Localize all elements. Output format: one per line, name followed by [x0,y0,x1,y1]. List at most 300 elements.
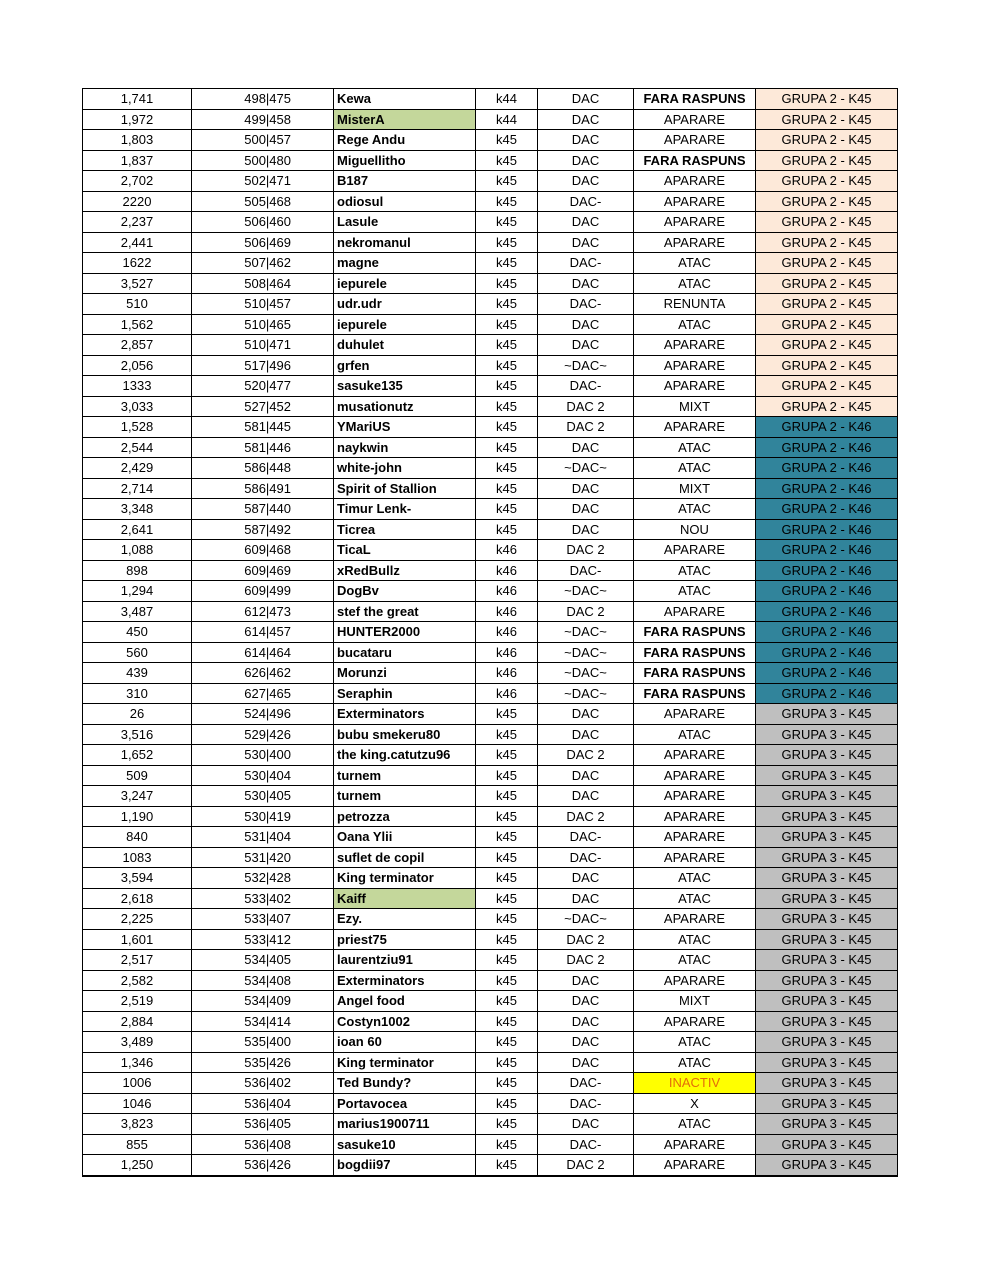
status-cell: APARARE [634,786,756,807]
group-cell: GRUPA 3 - K45 [756,1134,898,1155]
table-row [83,1155,898,1176]
status-cell: APARARE [634,191,756,212]
player-name-cell: Exterminators [334,704,476,725]
table-row [83,909,898,930]
coordinates-cell: 627|465 [192,683,334,704]
table-row [83,560,898,581]
score-cell: 1622 [83,253,192,274]
score-cell: 510 [83,294,192,315]
player-name-cell: bubu smekeru80 [334,724,476,745]
status-cell: APARARE [634,765,756,786]
status-cell: APARARE [634,1155,756,1176]
score-cell: 3,033 [83,396,192,417]
table-row [83,335,898,356]
player-name-cell: Ted Bundy? [334,1073,476,1094]
player-name-cell: Exterminators [334,970,476,991]
player-name-cell: MisterA [334,109,476,130]
continent-cell: k46 [476,560,538,581]
dac-cell: DAC 2 [538,396,634,417]
dac-cell: DAC [538,1052,634,1073]
score-cell: 2,641 [83,519,192,540]
coordinates-cell: 506|460 [192,212,334,233]
coordinates-cell: 535|426 [192,1052,334,1073]
dac-cell: DAC 2 [538,806,634,827]
status-cell: FARA RASPUNS [634,89,756,110]
coordinates-cell: 498|475 [192,89,334,110]
table-row [83,724,898,745]
dac-cell: DAC [538,130,634,151]
coordinates-cell: 536|404 [192,1093,334,1114]
dac-cell: DAC 2 [538,417,634,438]
group-cell: GRUPA 2 - K45 [756,273,898,294]
table-row [83,232,898,253]
score-cell: 3,348 [83,499,192,520]
score-cell: 1006 [83,1073,192,1094]
player-name-cell: Angel food [334,991,476,1012]
table-row [83,827,898,848]
group-cell: GRUPA 2 - K45 [756,253,898,274]
status-cell: APARARE [634,847,756,868]
player-name-cell: bucataru [334,642,476,663]
coordinates-cell: 609|499 [192,581,334,602]
continent-cell: k45 [476,745,538,766]
player-name-cell: sasuke10 [334,1134,476,1155]
table-row [83,929,898,950]
score-cell: 1,652 [83,745,192,766]
dac-cell: DAC [538,868,634,889]
status-cell: APARARE [634,212,756,233]
score-cell: 3,527 [83,273,192,294]
status-cell: APARARE [634,704,756,725]
status-cell: APARARE [634,1134,756,1155]
coordinates-cell: 506|469 [192,232,334,253]
continent-cell: k45 [476,827,538,848]
player-name-cell: YMariUS [334,417,476,438]
player-name-cell: HUNTER2000 [334,622,476,643]
table-row [83,1114,898,1135]
continent-cell: k44 [476,89,538,110]
coordinates-cell: 517|496 [192,355,334,376]
score-cell: 3,487 [83,601,192,622]
score-cell: 2,056 [83,355,192,376]
group-cell: GRUPA 3 - K45 [756,1073,898,1094]
status-cell: APARARE [634,1011,756,1032]
status-cell: INACTIV [634,1073,756,1094]
status-cell: ATAC [634,929,756,950]
continent-cell: k45 [476,417,538,438]
player-name-cell: King terminator [334,1052,476,1073]
dac-cell: DAC 2 [538,929,634,950]
group-cell: GRUPA 3 - K45 [756,1011,898,1032]
group-cell: GRUPA 2 - K46 [756,601,898,622]
group-cell: GRUPA 2 - K45 [756,191,898,212]
status-cell: ATAC [634,868,756,889]
player-name-cell: turnem [334,786,476,807]
group-cell: GRUPA 2 - K45 [756,355,898,376]
player-name-cell: grfen [334,355,476,376]
continent-cell: k45 [476,314,538,335]
player-name-cell: Timur Lenk- [334,499,476,520]
score-cell: 898 [83,560,192,581]
status-cell: APARARE [634,376,756,397]
coordinates-cell: 581|445 [192,417,334,438]
table-row [83,212,898,233]
continent-cell: k45 [476,1134,538,1155]
continent-cell: k45 [476,458,538,479]
coordinates-cell: 532|428 [192,868,334,889]
coordinates-cell: 535|400 [192,1032,334,1053]
continent-cell: k45 [476,1093,538,1114]
status-cell: NOU [634,519,756,540]
status-cell: FARA RASPUNS [634,683,756,704]
score-cell: 2,857 [83,335,192,356]
group-cell: GRUPA 3 - K45 [756,991,898,1012]
table-row [83,499,898,520]
coordinates-cell: 530|405 [192,786,334,807]
status-cell: MIXT [634,396,756,417]
status-cell: RENUNTA [634,294,756,315]
status-cell: APARARE [634,335,756,356]
group-cell: GRUPA 3 - K45 [756,888,898,909]
continent-cell: k45 [476,376,538,397]
table-row [83,970,898,991]
dac-cell: DAC- [538,827,634,848]
player-name-cell: Oana Ylii [334,827,476,848]
spreadsheet-table [82,88,898,1177]
player-name-cell: Seraphin [334,683,476,704]
coordinates-cell: 612|473 [192,601,334,622]
coordinates-cell: 510|465 [192,314,334,335]
dac-cell: ~DAC~ [538,663,634,684]
table-row [83,458,898,479]
continent-cell: k46 [476,683,538,704]
table-row [83,888,898,909]
status-cell: ATAC [634,458,756,479]
player-name-cell: Ticrea [334,519,476,540]
dac-cell: DAC [538,150,634,171]
score-cell: 1,562 [83,314,192,335]
coordinates-cell: 531|404 [192,827,334,848]
group-cell: GRUPA 2 - K45 [756,150,898,171]
continent-cell: k45 [476,478,538,499]
group-cell: GRUPA 2 - K46 [756,560,898,581]
table-row [83,437,898,458]
score-cell: 2,544 [83,437,192,458]
coordinates-cell: 508|464 [192,273,334,294]
coordinates-cell: 530|419 [192,806,334,827]
dac-cell: DAC [538,109,634,130]
dac-cell: DAC 2 [538,601,634,622]
table-row [83,150,898,171]
score-cell: 310 [83,683,192,704]
player-name-cell: DogBv [334,581,476,602]
status-cell: ATAC [634,1032,756,1053]
group-cell: GRUPA 3 - K45 [756,1093,898,1114]
table-row [83,950,898,971]
dac-cell: DAC [538,273,634,294]
group-cell: GRUPA 3 - K45 [756,1155,898,1176]
dac-cell: DAC [538,1114,634,1135]
status-cell: APARARE [634,417,756,438]
score-cell: 1,190 [83,806,192,827]
continent-cell: k45 [476,1052,538,1073]
dac-cell: ~DAC~ [538,909,634,930]
continent-cell: k45 [476,929,538,950]
player-name-cell: Kewa [334,89,476,110]
dac-cell: DAC 2 [538,745,634,766]
continent-cell: k45 [476,1073,538,1094]
table-row [83,191,898,212]
dac-cell: DAC 2 [538,540,634,561]
continent-cell: k45 [476,437,538,458]
coordinates-cell: 587|440 [192,499,334,520]
player-name-cell: sasuke135 [334,376,476,397]
score-cell: 1083 [83,847,192,868]
dac-cell: DAC- [538,191,634,212]
coordinates-cell: 534|405 [192,950,334,971]
status-cell: FARA RASPUNS [634,642,756,663]
status-cell: X [634,1093,756,1114]
coordinates-cell: 609|468 [192,540,334,561]
table-row [83,273,898,294]
status-cell: ATAC [634,888,756,909]
score-cell: 3,489 [83,1032,192,1053]
group-cell: GRUPA 3 - K45 [756,827,898,848]
player-name-cell: Miguellitho [334,150,476,171]
coordinates-cell: 530|400 [192,745,334,766]
coordinates-cell: 626|462 [192,663,334,684]
coordinates-cell: 527|452 [192,396,334,417]
continent-cell: k45 [476,1114,538,1135]
dac-cell: DAC [538,724,634,745]
player-name-cell: duhulet [334,335,476,356]
coordinates-cell: 530|404 [192,765,334,786]
continent-cell: k45 [476,150,538,171]
score-cell: 3,247 [83,786,192,807]
status-cell: APARARE [634,909,756,930]
table-row [83,601,898,622]
group-cell: GRUPA 3 - K45 [756,929,898,950]
dac-cell: DAC- [538,1134,634,1155]
continent-cell: k45 [476,786,538,807]
group-cell: GRUPA 2 - K46 [756,683,898,704]
group-cell: GRUPA 3 - K45 [756,724,898,745]
status-cell: ATAC [634,950,756,971]
continent-cell: k45 [476,868,538,889]
player-name-cell: laurentziu91 [334,950,476,971]
continent-cell: k45 [476,724,538,745]
continent-cell: k45 [476,1011,538,1032]
table-row [83,1011,898,1032]
continent-cell: k45 [476,704,538,725]
group-cell: GRUPA 3 - K45 [756,909,898,930]
group-cell: GRUPA 2 - K45 [756,89,898,110]
coordinates-cell: 533|412 [192,929,334,950]
coordinates-cell: 614|457 [192,622,334,643]
player-name-cell: odiosul [334,191,476,212]
table-row [83,89,898,110]
dac-cell: DAC [538,171,634,192]
player-name-cell: TicaL [334,540,476,561]
player-name-cell: xRedBullz [334,560,476,581]
status-cell: APARARE [634,355,756,376]
continent-cell: k46 [476,540,538,561]
status-cell: APARARE [634,745,756,766]
status-cell: ATAC [634,724,756,745]
status-cell: APARARE [634,970,756,991]
dac-cell: ~DAC~ [538,458,634,479]
table-row [83,786,898,807]
dac-cell: DAC- [538,847,634,868]
dac-cell: ~DAC~ [538,581,634,602]
status-cell: ATAC [634,499,756,520]
score-cell: 1,346 [83,1052,192,1073]
group-cell: GRUPA 3 - K45 [756,1052,898,1073]
coordinates-cell: 534|409 [192,991,334,1012]
score-cell: 1333 [83,376,192,397]
dac-cell: DAC- [538,376,634,397]
continent-cell: k45 [476,909,538,930]
status-cell: FARA RASPUNS [634,150,756,171]
dac-cell: DAC [538,786,634,807]
coordinates-cell: 533|402 [192,888,334,909]
coordinates-cell: 510|471 [192,335,334,356]
coordinates-cell: 536|426 [192,1155,334,1176]
status-cell: FARA RASPUNS [634,622,756,643]
score-cell: 1,741 [83,89,192,110]
score-cell: 2,519 [83,991,192,1012]
group-cell: GRUPA 3 - K45 [756,745,898,766]
status-cell: APARARE [634,540,756,561]
score-cell: 3,823 [83,1114,192,1135]
dac-cell: DAC 2 [538,950,634,971]
status-cell: APARARE [634,232,756,253]
group-cell: GRUPA 2 - K46 [756,519,898,540]
group-cell: GRUPA 2 - K46 [756,499,898,520]
status-cell: ATAC [634,560,756,581]
player-name-cell: priest75 [334,929,476,950]
coordinates-cell: 536|402 [192,1073,334,1094]
score-cell: 1,294 [83,581,192,602]
table-row [83,1073,898,1094]
dac-cell: DAC [538,314,634,335]
dac-cell: DAC [538,437,634,458]
table-row [83,396,898,417]
table-row [83,109,898,130]
continent-cell: k45 [476,847,538,868]
group-cell: GRUPA 2 - K45 [756,109,898,130]
coordinates-cell: 536|405 [192,1114,334,1135]
coordinates-cell: 507|462 [192,253,334,274]
dac-cell: ~DAC~ [538,622,634,643]
score-cell: 1,601 [83,929,192,950]
group-cell: GRUPA 2 - K45 [756,396,898,417]
dac-cell: DAC- [538,294,634,315]
group-cell: GRUPA 3 - K45 [756,847,898,868]
player-name-cell: Spirit of Stallion [334,478,476,499]
player-name-cell: magne [334,253,476,274]
coordinates-cell: 529|426 [192,724,334,745]
dac-cell: DAC 2 [538,1155,634,1176]
coordinates-cell: 505|468 [192,191,334,212]
table-row [83,540,898,561]
table-row [83,991,898,1012]
score-cell: 439 [83,663,192,684]
status-cell: ATAC [634,273,756,294]
continent-cell: k45 [476,396,538,417]
player-name-cell: Kaiff [334,888,476,909]
continent-cell: k45 [476,1032,538,1053]
table-row [83,376,898,397]
table-row [83,704,898,725]
status-cell: ATAC [634,314,756,335]
group-cell: GRUPA 3 - K45 [756,970,898,991]
score-cell: 2,517 [83,950,192,971]
dac-cell: ~DAC~ [538,642,634,663]
player-name-cell: ioan 60 [334,1032,476,1053]
coordinates-cell: 609|469 [192,560,334,581]
table-row [83,806,898,827]
coordinates-cell: 533|407 [192,909,334,930]
continent-cell: k45 [476,130,538,151]
table-row [83,1093,898,1114]
table-row [83,314,898,335]
score-cell: 509 [83,765,192,786]
group-cell: GRUPA 2 - K45 [756,232,898,253]
score-cell: 450 [83,622,192,643]
score-cell: 1,528 [83,417,192,438]
table-row [83,663,898,684]
continent-cell: k45 [476,191,538,212]
table-row [83,847,898,868]
score-cell: 1046 [83,1093,192,1114]
player-name-cell: iepurele [334,314,476,335]
score-cell: 1,088 [83,540,192,561]
group-cell: GRUPA 2 - K45 [756,376,898,397]
player-name-cell: Costyn1002 [334,1011,476,1032]
continent-cell: k45 [476,765,538,786]
score-cell: 1,250 [83,1155,192,1176]
group-cell: GRUPA 3 - K45 [756,1032,898,1053]
score-cell: 2,237 [83,212,192,233]
continent-cell: k45 [476,806,538,827]
score-cell: 2,582 [83,970,192,991]
score-cell: 1,972 [83,109,192,130]
score-cell: 840 [83,827,192,848]
score-cell: 2,884 [83,1011,192,1032]
dac-cell: DAC [538,89,634,110]
table-row [83,868,898,889]
group-cell: GRUPA 2 - K45 [756,212,898,233]
player-name-cell: the king.catutzu96 [334,745,476,766]
table-row [83,478,898,499]
table-row [83,294,898,315]
dac-cell: DAC [538,991,634,1012]
score-cell: 3,594 [83,868,192,889]
table-row [83,745,898,766]
status-cell: APARARE [634,827,756,848]
continent-cell: k46 [476,581,538,602]
group-cell: GRUPA 3 - K45 [756,950,898,971]
score-cell: 3,516 [83,724,192,745]
player-name-cell: iepurele [334,273,476,294]
dac-cell: DAC [538,765,634,786]
player-name-cell: Lasule [334,212,476,233]
coordinates-cell: 534|408 [192,970,334,991]
continent-cell: k45 [476,1155,538,1176]
score-cell: 2,441 [83,232,192,253]
dac-cell: DAC [538,970,634,991]
